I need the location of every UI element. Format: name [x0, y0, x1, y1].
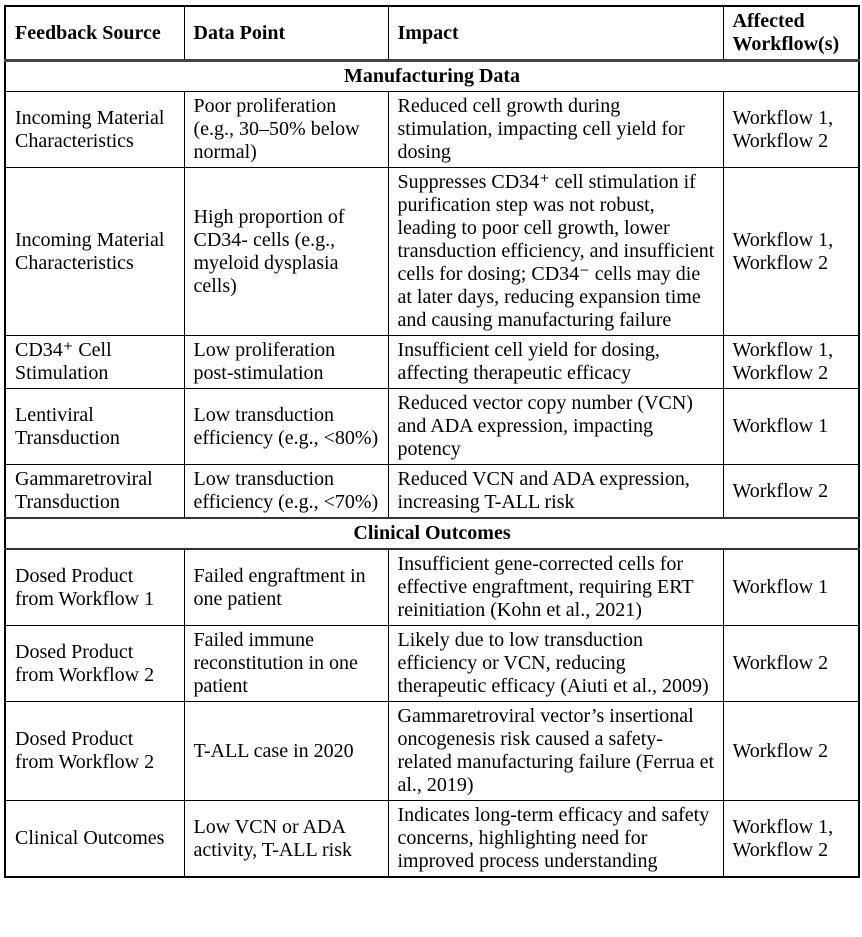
column-header-affected-workflows: Affected Workflow(s) [723, 6, 859, 61]
section-header-clinical-outcomes [5, 518, 859, 549]
cell-data-point: Failed engraftment in one patient [184, 549, 388, 626]
cell-affected-workflows: Workflow 2 [723, 702, 859, 801]
cell-data-point: Failed immune reconstitution in one patient [184, 626, 388, 702]
cell-feedback-source: Clinical Outcomes [5, 801, 184, 878]
cell-feedback-source: Dosed Product from Workflow 1 [5, 549, 184, 626]
table-row [5, 549, 859, 626]
section-header-manufacturing-data [5, 61, 859, 92]
cell-data-point: Low transduction efficiency (e.g., <70%) [184, 465, 388, 519]
cell-impact: Indicates long-term efficacy and safety concerns, highlighting need for improved process understanding [388, 801, 723, 878]
table-header [5, 6, 859, 61]
table-row [5, 801, 859, 878]
column-header-impact: Impact [388, 6, 723, 61]
cell-affected-workflows: Workflow 1, Workflow 2 [723, 336, 859, 389]
cell-feedback-source: Dosed Product from Workflow 2 [5, 702, 184, 801]
cell-data-point: Low transduction efficiency (e.g., <80%) [184, 389, 388, 465]
cell-feedback-source: Lentiviral Transduction [5, 389, 184, 465]
table-row [5, 92, 859, 168]
cell-feedback-source: Incoming Material Characteristics [5, 92, 184, 168]
section-title: Manufacturing Data [5, 61, 859, 92]
cell-data-point: High proportion of CD34- cells (e.g., myeloid dysplasia cells) [184, 168, 388, 336]
cell-impact: Insufficient gene-corrected cells for effective engraftment, requiring ERT reinitiation (Kohn et al., 2021) [388, 549, 723, 626]
cell-impact: Reduced VCN and ADA expression, increasing T-ALL risk [388, 465, 723, 519]
cell-feedback-source: Incoming Material Characteristics [5, 168, 184, 336]
cell-affected-workflows: Workflow 2 [723, 465, 859, 519]
table-row [5, 389, 859, 465]
table-body [5, 61, 859, 878]
header-row [5, 6, 859, 61]
table-row [5, 702, 859, 801]
cell-data-point: Poor proliferation (e.g., 30–50% below normal) [184, 92, 388, 168]
cell-affected-workflows: Workflow 1, Workflow 2 [723, 801, 859, 878]
section-title: Clinical Outcomes [5, 518, 859, 549]
cell-impact: Insufficient cell yield for dosing, affecting therapeutic efficacy [388, 336, 723, 389]
cell-feedback-source: CD34⁺ Cell Stimulation [5, 336, 184, 389]
cell-data-point: Low proliferation post-stimulation [184, 336, 388, 389]
cell-impact: Reduced cell growth during stimulation, impacting cell yield for dosing [388, 92, 723, 168]
cell-impact: Suppresses CD34⁺ cell stimulation if purification step was not robust, leading to poor cell growth, lower transduction efficiency, and insufficient cells for dosing; CD34⁻ cells may die at later days, reducing expansion time and causing manufacturing failure [388, 168, 723, 336]
cell-affected-workflows: Workflow 1, Workflow 2 [723, 168, 859, 336]
cell-affected-workflows: Workflow 2 [723, 626, 859, 702]
cell-impact: Reduced vector copy number (VCN) and ADA expression, impacting potency [388, 389, 723, 465]
feedback-table [4, 5, 860, 878]
cell-impact: Gammaretroviral vector’s insertional oncogenesis risk caused a safety-related manufacturing failure (Ferrua et al., 2019) [388, 702, 723, 801]
cell-impact: Likely due to low transduction efficiency or VCN, reducing therapeutic efficacy (Aiuti et al., 2009) [388, 626, 723, 702]
cell-feedback-source: Gammaretroviral Transduction [5, 465, 184, 519]
cell-affected-workflows: Workflow 1, Workflow 2 [723, 92, 859, 168]
table-row [5, 465, 859, 519]
table-row [5, 336, 859, 389]
cell-affected-workflows: Workflow 1 [723, 549, 859, 626]
cell-affected-workflows: Workflow 1 [723, 389, 859, 465]
column-header-data-point: Data Point [184, 6, 388, 61]
cell-data-point: T-ALL case in 2020 [184, 702, 388, 801]
cell-feedback-source: Dosed Product from Workflow 2 [5, 626, 184, 702]
column-header-feedback-source: Feedback Source [5, 6, 184, 61]
cell-data-point: Low VCN or ADA activity, T-ALL risk [184, 801, 388, 878]
table-row [5, 626, 859, 702]
table-row [5, 168, 859, 336]
